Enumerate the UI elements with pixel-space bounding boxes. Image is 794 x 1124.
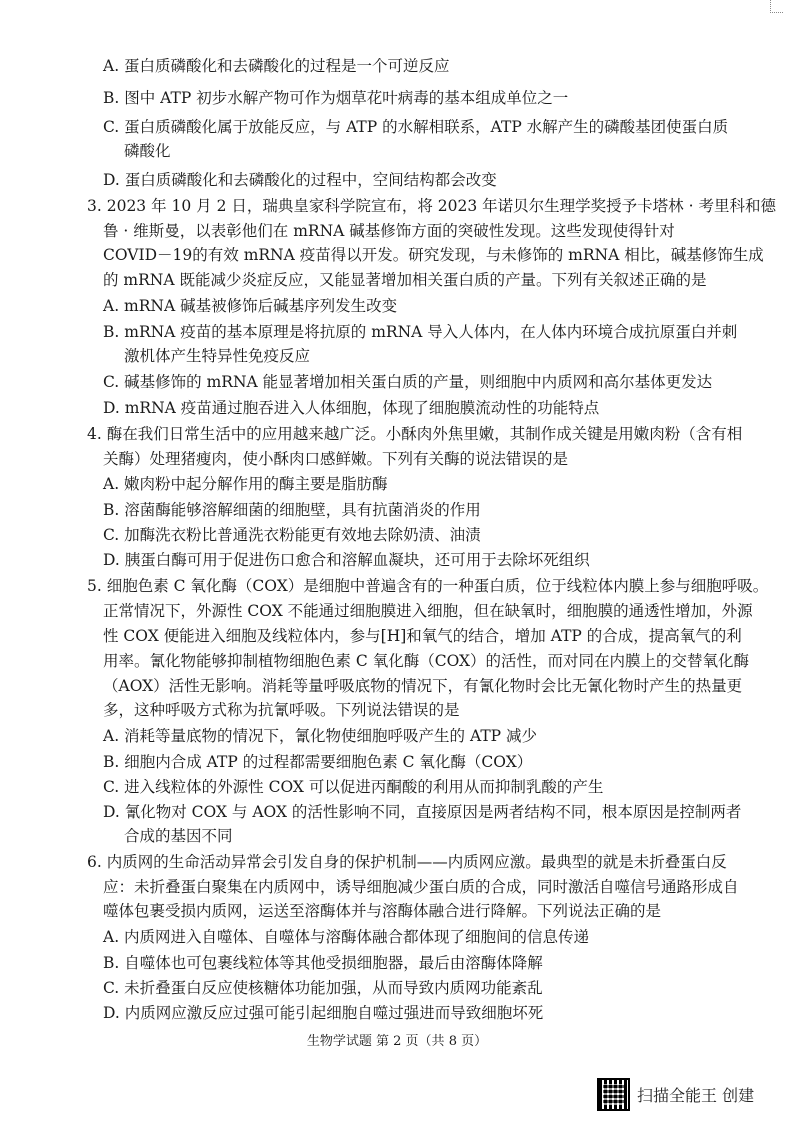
- q3-option-b: B. mRNA 疫苗的基本原理是将抗原的 mRNA 导入人体内，在人体内环境合成抗原蛋白并刺: [103, 323, 738, 341]
- scanner-watermark: 扫描全能王 创建: [637, 1086, 755, 1105]
- q4-stem: 4. 酶在我们日常生活中的应用越来越广泛。小酥肉外焦里嫩，其制作成关键是用嫩肉粉（含有相: [87, 425, 743, 443]
- q5-option-b: B. 细胞内合成 ATP 的过程都需要细胞色素 C 氧化酶（COX）: [103, 753, 533, 771]
- q5-stem-cont: 多，这种呼吸方式称为抗氰呼吸。下列说法错误的是: [103, 701, 460, 719]
- q5-option-c: C. 进入线粒体的外源性 COX 可以促进丙酮酸的利用从而抑制乳酸的产生: [103, 778, 604, 796]
- q5-option-d: D. 氰化物对 COX 与 AOX 的活性影响不同，直接原因是两者结构不同，根本原因是控制两者: [103, 803, 742, 821]
- q4-option-d: D. 胰蛋白酶可用于促进伤口愈合和溶解血凝块，还可用于去除坏死组织: [103, 551, 590, 569]
- page-footer: 生物学试题 第 2 页（共 8 页）: [306, 1034, 488, 1049]
- q3-stem-cont: 鲁 · 维斯曼，以表彰他们在 mRNA 碱基修饰方面的突破性发现。这些发现使得针对: [103, 222, 675, 240]
- q4-option-b: B. 溶菌酶能够溶解细菌的细胞壁，具有抗菌消炎的作用: [103, 501, 481, 519]
- qr-code-icon: [597, 1078, 630, 1111]
- q4-option-c: C. 加酶洗衣粉比普通洗衣粉能更有效地去除奶渍、油渍: [103, 526, 481, 544]
- q5-option-d-cont: 合成的基因不同: [124, 827, 233, 845]
- q2-option-d: D. 蛋白质磷酸化和去磷酸化的过程中，空间结构都会改变: [103, 171, 497, 189]
- q5-stem-cont: 性 COX 便能进入细胞及线粒体内，参与[H]和氧气的结合，增加 ATP 的合成，提高氧气的利: [103, 627, 742, 645]
- crop-mark: [770, 0, 783, 13]
- q2-option-b: B. 图中 ATP 初步水解产物可作为烟草花叶病毒的基本组成单位之一: [103, 89, 569, 107]
- q3-stem-cont: COVID－19的有效 mRNA 疫苗得以开发。研究发现，与未修饰的 mRNA 相比，碱基修饰生成: [103, 246, 764, 264]
- q6-stem-cont: 应：未折叠蛋白聚集在内质网中，诱导细胞减少蛋白质的合成，同时激活自噬信号通路形成自: [103, 878, 739, 896]
- q6-stem-cont: 噬体包裹受损内质网，运送至溶酶体并与溶酶体融合进行降解。下列说法正确的是: [103, 902, 662, 920]
- q5-stem-cont: 正常情况下，外源性 COX 不能通过细胞膜进入细胞，但在缺氧时，细胞膜的通透性增加，外源: [103, 602, 753, 620]
- q3-stem: 3. 2023 年 10 月 2 日，瑞典皇家科学院宣布，将 2023 年诺贝尔生理学奖授予卡塔林 · 考里科和德: [87, 197, 776, 215]
- q5-option-a: A. 消耗等量底物的情况下，氰化物使细胞呼吸产生的 ATP 减少: [103, 727, 538, 745]
- q2-option-c-cont: 磷酸化: [124, 142, 171, 160]
- q5-stem: 5. 细胞色素 C 氧化酶（COX）是细胞中普遍含有的一种蛋白质，位于线粒体内膜上参与细胞呼吸。: [87, 577, 769, 595]
- q3-option-b-cont: 激机体产生特异性免疫反应: [124, 347, 311, 365]
- q4-stem-cont: 关酶）处理猪瘦肉，使小酥肉口感鲜嫩。下列有关酶的说法错误的是: [103, 450, 569, 468]
- q3-option-a: A. mRNA 碱基被修饰后碱基序列发生改变: [103, 297, 398, 315]
- q6-option-a: A. 内质网进入自噬体、自噬体与溶酶体融合都体现了细胞间的信息传递: [103, 928, 590, 946]
- q5-stem-cont: （AOX）活性无影响。消耗等量呼吸底物的情况下，有氰化物时会比无氰化物时产生的热量更: [103, 677, 743, 695]
- q6-option-d: D. 内质网应激反应过强可能引起细胞自噬过强进而导致细胞坏死: [103, 1004, 544, 1022]
- q4-option-a: A. 嫩肉粉中起分解作用的酶主要是脂肪酶: [103, 475, 388, 493]
- q5-stem-cont: 用率。氰化物能够抑制植物细胞色素 C 氧化酶（COX）的活性，而对同在内膜上的交替氧化酶: [103, 652, 750, 670]
- q3-option-c: C. 碱基修饰的 mRNA 能显著增加相关蛋白质的产量，则细胞中内质网和高尔基体更发达: [103, 373, 713, 391]
- q6-option-b: B. 自噬体也可包裹线粒体等其他受损细胞器，最后由溶酶体降解: [103, 954, 543, 972]
- q3-option-d: D. mRNA 疫苗通过胞吞进入人体细胞，体现了细胞膜流动性的功能特点: [103, 399, 600, 417]
- q6-option-c: C. 未折叠蛋白反应使核糖体功能加强，从而导致内质网功能紊乱: [103, 979, 543, 997]
- q6-stem: 6. 内质网的生命活动异常会引发自身的保护机制——内质网应激。最典型的就是未折叠蛋白反: [87, 853, 727, 871]
- q2-option-c: C. 蛋白质磷酸化属于放能反应，与 ATP 的水解相联系，ATP 水解产生的磷酸基团使蛋白质: [103, 118, 729, 136]
- q3-stem-cont: 的 mRNA 既能减少炎症反应，又能显著增加相关蛋白质的产量。下列有关叙述正确的是: [103, 271, 707, 289]
- q2-option-a: A. 蛋白质磷酸化和去磷酸化的过程是一个可逆反应: [103, 57, 450, 75]
